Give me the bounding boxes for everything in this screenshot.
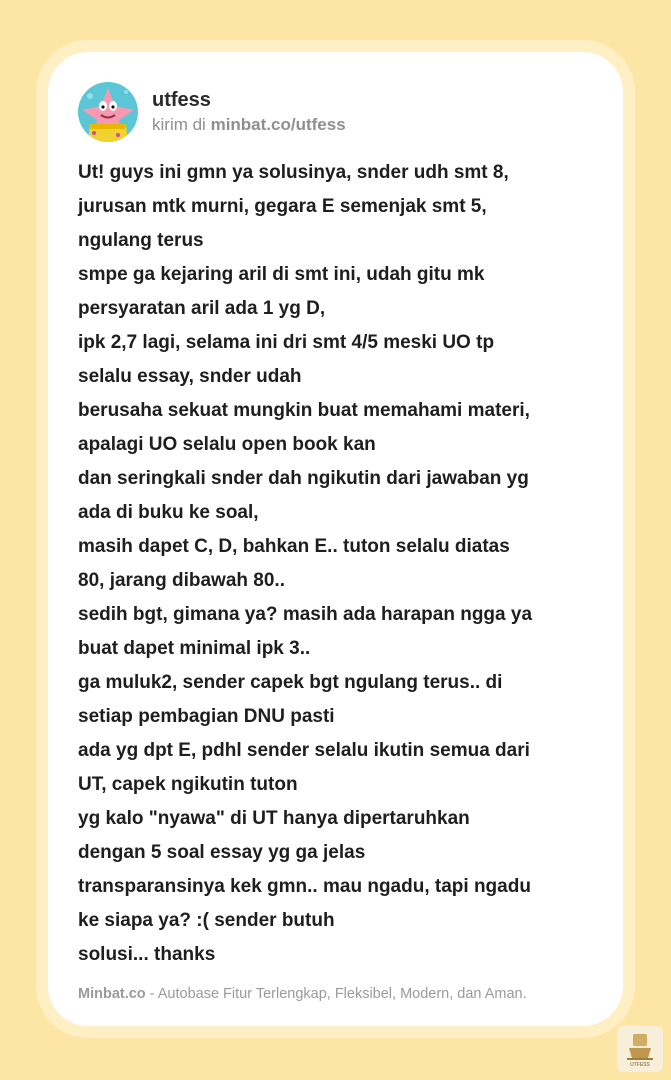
patrick-star-avatar-icon [78, 82, 138, 142]
message-line: UT, capek ngikutin tuton [78, 774, 298, 795]
message-line: dan seringkali snder dah ngikutin dari jawaban yg [78, 468, 529, 489]
message-line: smpe ga kejaring aril di smt ini, udah gitu mk [78, 264, 485, 285]
message-line: solusi... thanks [78, 944, 216, 965]
message-line: berusaha sekuat mungkin buat memahami materi, [78, 400, 530, 421]
footer [78, 986, 527, 1002]
message-line: ipk 2,7 lagi, selama ini dri smt 4/5 meski UO tp [78, 332, 495, 353]
message-line: apalagi UO selalu open book kan [78, 434, 376, 455]
message-line: ada yg dpt E, pdhl sender selalu ikutin semua dari [78, 740, 530, 761]
message-line: masih dapet C, D, bahkan E.. tuton selalu diatas [78, 536, 510, 557]
send-link[interactable]: minbat.co/utfess [210, 115, 346, 134]
watermark-label: UTFESS [630, 1062, 650, 1068]
message-line: setiap pembagian DNU pasti [78, 706, 335, 727]
send-via-line [152, 114, 346, 136]
message-line: Ut! guys ini gmn ya solusinya, snder udh smt 8, [78, 162, 509, 183]
message-line: ga muluk2, sender capek bgt ngulang terus.. di [78, 672, 503, 693]
message-line: buat dapet minimal ipk 3.. [78, 638, 311, 659]
message-line: ke siapa ya? :( sender butuh [78, 910, 335, 931]
message-line: dengan 5 soal essay yg ga jelas [78, 842, 366, 863]
footer-tagline: - Autobase Fitur Terlengkap, Fleksibel, Modern, dan Aman. [145, 986, 527, 1002]
message-line: ada di buku ke soal, [78, 502, 259, 523]
send-prefix: kirim di [152, 115, 206, 134]
footer-brand[interactable]: Minbat.co [78, 986, 146, 1002]
message-line: transparansinya kek gmn.. mau ngadu, tapi ngadu [78, 876, 531, 897]
message-body [78, 156, 598, 972]
avatar[interactable] [78, 82, 138, 142]
utfess-logo-watermark [617, 1026, 663, 1072]
message-line: selalu essay, snder udah [78, 366, 302, 387]
message-line: sedih bgt, gimana ya? masih ada harapan ngga ya [78, 604, 533, 625]
message-line: ngulang terus [78, 230, 204, 251]
message-line: persyaratan aril ada 1 yg D, [78, 298, 326, 319]
username[interactable]: utfess [152, 89, 211, 111]
message-line: yg kalo "nyawa" di UT hanya dipertaruhkan [78, 808, 470, 829]
message-line: 80, jarang dibawah 80.. [78, 570, 285, 591]
author-info [152, 88, 346, 136]
post-header [78, 82, 346, 142]
post-card [48, 52, 623, 1026]
message-line: jurusan mtk murni, gegara E semenjak smt 5, [78, 196, 487, 217]
